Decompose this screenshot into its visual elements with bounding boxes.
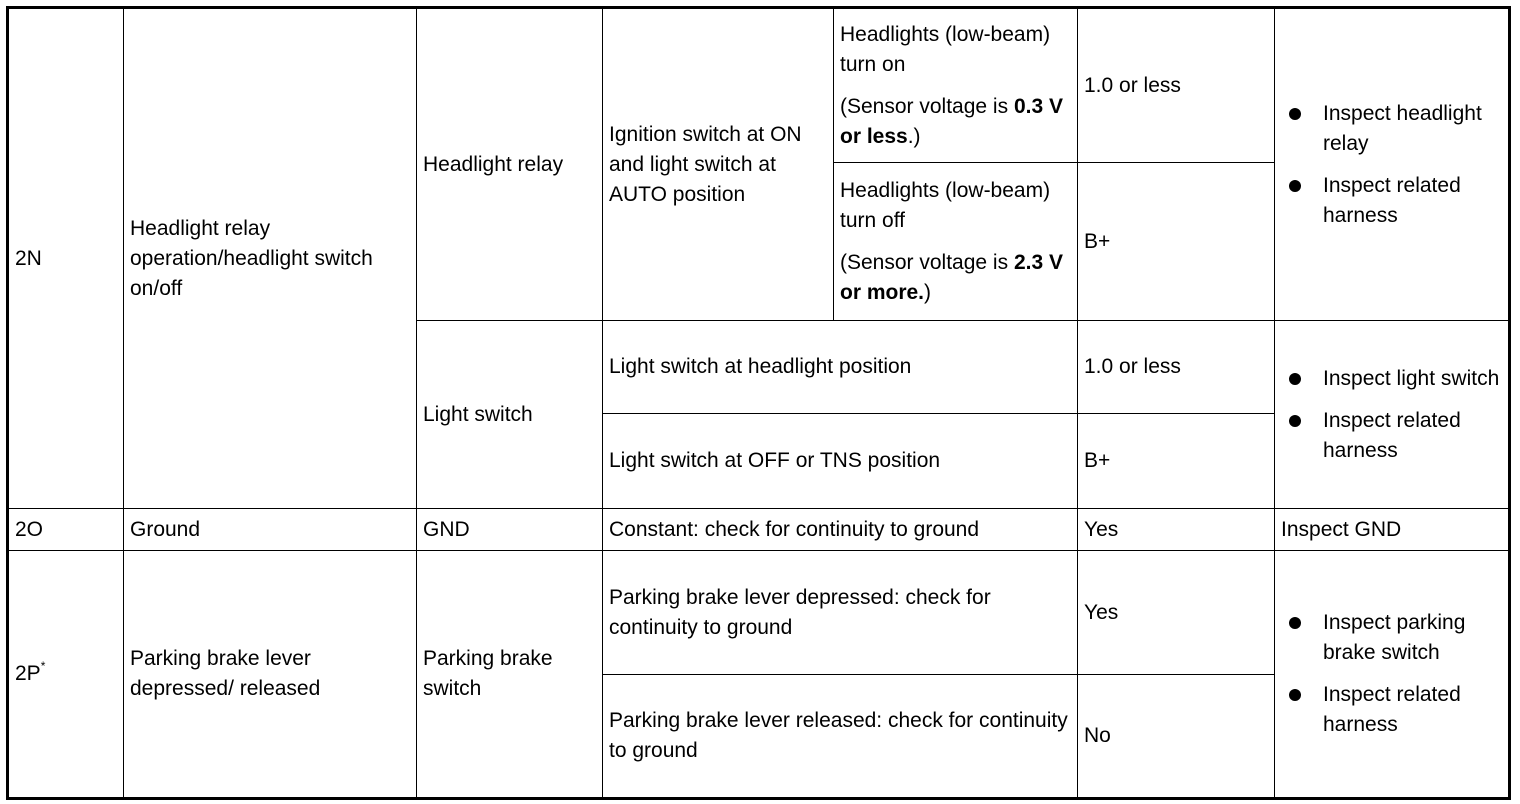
action-list: [1281, 608, 1502, 740]
sub-condition-cell: [834, 8, 1078, 163]
bullet-icon: [1289, 180, 1301, 192]
value-cell: 1.0 or less: [1078, 321, 1275, 414]
value-cell: B+: [1078, 414, 1275, 509]
action-text: Inspect related harness: [1323, 683, 1461, 736]
inspection-item-cell: Headlight relay operation/headlight switch on/off: [124, 8, 417, 509]
action-list: [1281, 364, 1502, 466]
action-text: Inspect headlight relay: [1323, 101, 1482, 155]
sub-condition-text: Headlights (low-beam) turn on: [840, 22, 1051, 76]
list-item: [1323, 99, 1502, 159]
condition-cell: Parking brake lever depressed: check for continuity to ground: [603, 551, 1078, 675]
sensor-note-value: 2.3 V or more.: [840, 250, 1063, 304]
action-text: Inspect related harness: [1323, 408, 1461, 462]
list-item: [1323, 608, 1502, 668]
sensor-note-suffix: ): [924, 280, 932, 304]
action-list: [1281, 99, 1502, 231]
action-cell: [1275, 321, 1510, 509]
terminal-cell: 2O: [8, 509, 124, 551]
component-cell: GND: [417, 509, 603, 551]
component-cell: Light switch: [417, 321, 603, 509]
bullet-icon: [1289, 617, 1301, 629]
sub-condition-text: Headlights (low-beam) turn off: [840, 178, 1051, 232]
condition-cell: Light switch at headlight position: [603, 321, 1078, 414]
inspection-item-cell: Ground: [124, 509, 417, 551]
terminal-footnote-mark: *: [40, 659, 46, 673]
value-cell: Yes: [1078, 551, 1275, 675]
inspection-item-cell: Parking brake lever depressed/ released: [124, 551, 417, 799]
table-row: [8, 551, 1510, 675]
condition-cell: Parking brake lever released: check for continuity to ground: [603, 675, 1078, 799]
action-cell: [1275, 8, 1510, 321]
value-cell: 1.0 or less: [1078, 8, 1275, 163]
value-cell: No: [1078, 675, 1275, 799]
inspection-table: [6, 6, 1511, 800]
sensor-note-prefix: (Sensor voltage is: [840, 250, 1009, 274]
value-cell: Yes: [1078, 509, 1275, 551]
condition-cell: Light switch at OFF or TNS position: [603, 414, 1078, 509]
terminal-cell: 2N: [8, 8, 124, 509]
table-row: [8, 509, 1510, 551]
bullet-icon: [1289, 108, 1301, 120]
component-cell: Parking brake switch: [417, 551, 603, 799]
action-text: Inspect parking brake switch: [1323, 611, 1466, 664]
list-item: [1323, 680, 1502, 740]
action-text: Inspect light switch: [1323, 366, 1500, 390]
bullet-icon: [1289, 415, 1301, 427]
list-item: [1323, 406, 1502, 466]
component-cell: Headlight relay: [417, 8, 603, 321]
condition-cell: Constant: check for continuity to ground: [603, 509, 1078, 551]
sensor-note-prefix: (Sensor voltage is: [840, 94, 1009, 118]
list-item: [1323, 364, 1502, 394]
bullet-icon: [1289, 373, 1301, 385]
action-text: Inspect related harness: [1323, 173, 1461, 227]
condition-cell: Ignition switch at ON and light switch at AUTO position: [603, 8, 834, 321]
action-cell: Inspect GND: [1275, 509, 1510, 551]
table-row: [8, 8, 1510, 163]
bullet-icon: [1289, 689, 1301, 701]
sensor-note-suffix: .): [907, 124, 921, 148]
action-cell: [1275, 551, 1510, 799]
sub-condition-cell: [834, 163, 1078, 321]
sensor-note-value: 0.3 V or less: [840, 94, 1063, 148]
value-cell: B+: [1078, 163, 1275, 321]
terminal-text: 2P: [15, 662, 41, 685]
terminal-cell: [8, 551, 124, 799]
list-item: [1323, 171, 1502, 231]
